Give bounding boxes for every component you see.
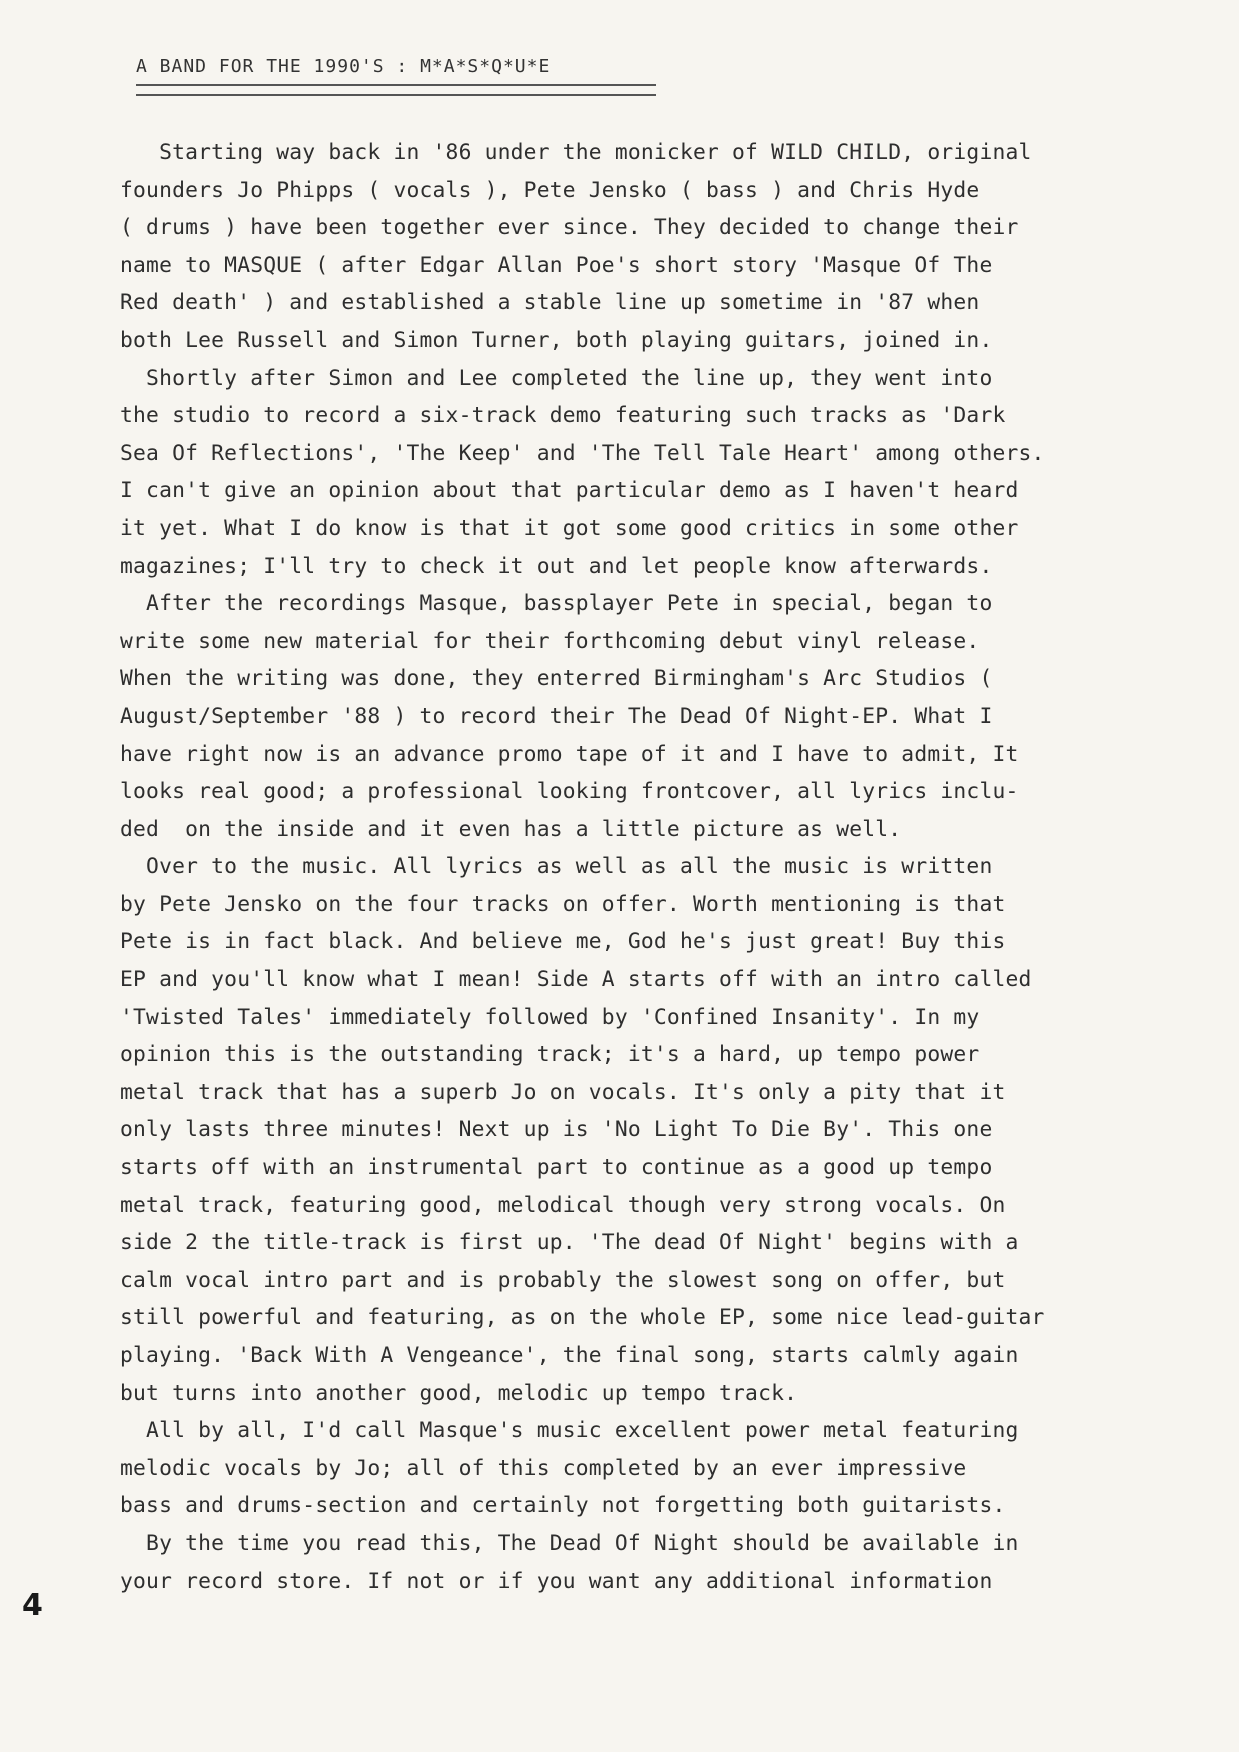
text-line: When the writing was done, they enterred Birmingham's Arc Studios ( — [120, 666, 993, 692]
text-line: side 2 the title-track is first up. 'The dead Of Night' begins with a — [120, 1230, 1019, 1256]
text-line: have right now is an advance promo tape of it and I have to admit, It — [120, 741, 1019, 767]
text-line: Sea Of Reflections', 'The Keep' and 'The Tell Tale Heart' among others. — [120, 440, 1045, 466]
article-title: A BAND FOR THE 1990'S : M*A*S*Q*U*E — [136, 56, 551, 77]
text-line: Shortly after Simon and Lee completed the line up, they went into — [120, 365, 993, 391]
text-line: the studio to record a six-track demo featuring such tracks as 'Dark — [120, 403, 1006, 429]
text-line: August/September '88 ) to record their The Dead Of Night-EP. What I — [120, 703, 993, 729]
text-line: playing. 'Back With A Vengeance', the final song, starts calmly again — [120, 1343, 1019, 1368]
text-line: melodic vocals by Jo; all of this completed by an ever impressive — [120, 1455, 967, 1481]
text-line: magazines; I'll try to check it out and let people know afterwards. — [120, 553, 993, 579]
article-body — [120, 134, 1180, 1600]
text-line: founders Jo Phipps ( vocals ), Pete Jensko ( bass ) and Chris Hyde — [120, 177, 980, 203]
text-line: EP and you'll know what I mean! Side A starts off with an intro called — [120, 967, 1032, 993]
text-line: opinion this is the outstanding track; it's a hard, up tempo power — [120, 1042, 980, 1068]
text-line: it yet. What I do know is that it got some good critics in some other — [120, 515, 1019, 541]
text-line: starts off with an instrumental part to continue as a good up tempo — [120, 1155, 993, 1181]
text-line: Pete is in fact black. And believe me, God he's just great! Buy this — [120, 929, 1006, 955]
text-line: only lasts three minutes! Next up is 'No Light To Die By'. This one — [120, 1117, 993, 1143]
text-line: Over to the music. All lyrics as well as all the music is written — [120, 854, 993, 880]
text-line: by Pete Jensko on the four tracks on offer. Worth mentioning is that — [120, 891, 1006, 917]
text-line: By the time you read this, The Dead Of Night should be available in — [120, 1530, 1019, 1556]
page-number: 4 — [22, 1588, 43, 1623]
text-line: your record store. If not or if you want any additional information — [120, 1568, 993, 1594]
text-line: ( drums ) have been together ever since. They decided to change their — [120, 215, 1019, 241]
text-line: calm vocal intro part and is probably the slowest song on offer, but — [120, 1267, 1006, 1293]
text-line: 'Twisted Tales' immediately followed by 'Confined Insanity'. In my — [120, 1004, 980, 1030]
text-line: still powerful and featuring, as on the whole EP, some nice lead-guitar — [120, 1305, 1045, 1331]
title-underline — [136, 84, 656, 96]
text-line: name to MASQUE ( after Edgar Allan Poe's short story 'Masque Of The — [120, 252, 993, 278]
text-line: After the recordings Masque, bassplayer Pete in special, began to — [120, 591, 993, 617]
text-line: ded on the inside and it even has a little picture as well. — [120, 816, 902, 842]
text-line: metal track that has a superb Jo on vocals. It's only a pity that it — [120, 1079, 1006, 1105]
text-line: All by all, I'd call Masque's music excellent power metal featuring — [120, 1418, 1019, 1444]
text-line: bass and drums-section and certainly not forgetting both guitarists. — [120, 1493, 1006, 1519]
text-line: metal track, featuring good, melodical though very strong vocals. On — [120, 1192, 1006, 1218]
text-line: I can't give an opinion about that particular demo as I haven't heard — [120, 478, 1019, 504]
text-line: both Lee Russell and Simon Turner, both playing guitars, joined in. — [120, 327, 993, 353]
text-line: Red death' ) and established a stable line up sometime in '87 when — [120, 290, 980, 316]
text-line: write some new material for their forthcoming debut vinyl release. — [120, 628, 980, 654]
text-line: but turns into another good, melodic up tempo track. — [120, 1380, 798, 1406]
text-line: looks real good; a professional looking frontcover, all lyrics inclu- — [120, 779, 1019, 805]
text-line: Starting way back in '86 under the monicker of WILD CHILD, original — [120, 140, 1032, 165]
